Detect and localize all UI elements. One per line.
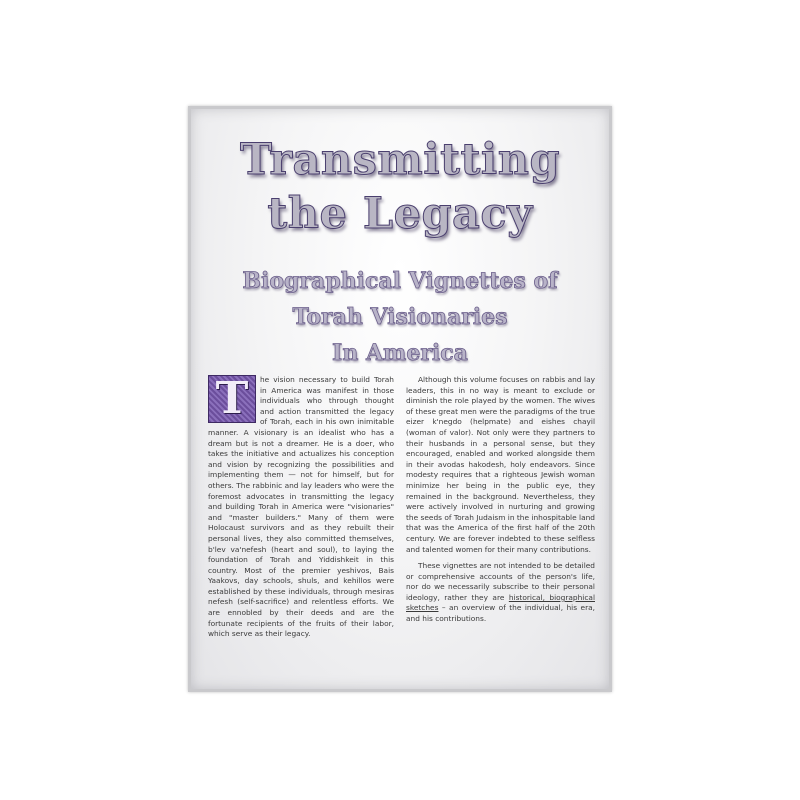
book-page xyxy=(188,106,612,692)
dropcap-letter: T xyxy=(215,372,249,424)
subtitle-line-1: Biographical Vignettes of xyxy=(242,268,558,294)
right-paragraph-1: Although this volume focuses on rabbis and lay leaders, this in no way is meant to exclude or diminish the role played by the women. The wives of these great men were the paradigms of the true eizer k'negdo (helpmate) and eishes chayil (woman of valor). Not only were they partners to their husbands in a personal sense, but they encouraged, enabled and worked alongside them in their avodas hakodesh, holy endeavors. Since modesty requires that a righteous Jewish woman minimize her being in the public eye, they remained in the background. Nevertheless, they were actively involved in nurturing and growing the seeds of Torah Judaism in the inhospitable land that was the America of the first half of the 20th century. We are forever indebted to these selfless and talented women for their many contributions. xyxy=(406,375,595,554)
subtitle-line-2: Torah Visionaries xyxy=(292,304,508,330)
subtitle-line-3: In America xyxy=(332,340,468,366)
underlined-phrase: historical, biographical sketches xyxy=(406,592,595,613)
right-paragraph-2 xyxy=(406,561,595,625)
right-paragraph-2-start: These vignettes are not intended to be detailed or comprehensive accounts of the person's life, nor do we necessarily subscribe to their personal ideology, rather they are xyxy=(406,561,595,602)
right-column xyxy=(406,375,595,631)
ornamental-dropcap xyxy=(208,372,256,424)
left-column xyxy=(208,372,394,646)
right-paragraph-2-end: – an overview of the individual, his era, and his contributions. xyxy=(406,603,595,624)
title-line-2: the Legacy xyxy=(267,189,533,239)
left-paragraph-1: he vision necessary to build Torah in America was manifest in those individuals who through thought and action transmitted the legacy of Torah, each in his own inimitable manner. A visionary is an idealist who has a dream but is not a dreamer. He is a doer, who takes the initiative and actualizes his conception and vision by recognizing the possibilities and implementing them — not for himself, but for others. The rabbinic and lay leaders who were the foremost advocates in transmitting the legacy and building Torah in America were "visionaries" and "master builders." Many of them were Holocaust survivors and as they rebuilt their personal lives, they also committed themselves, b'lev va'nefesh (heart and soul), to laying the foundation of Torah and Yiddishkeit in this country. Most of the premier yeshivos, Bais Yaakovs, day schools, shuls, and kehillos were established by these individuals, through mesiras nefesh (self-sacrifice) and relentless efforts. We are ennobled by their deeds and are the fortunate recipients of the fruits of their labor, which serve as their legacy. xyxy=(208,375,394,639)
title-line-1: Transmitting xyxy=(239,135,561,185)
